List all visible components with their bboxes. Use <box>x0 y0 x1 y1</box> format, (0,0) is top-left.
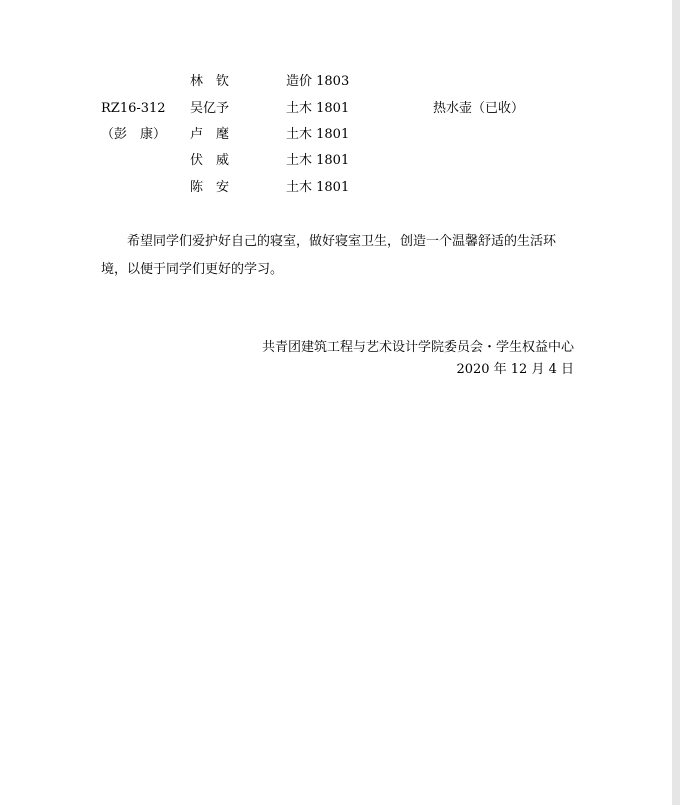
closing-paragraph <box>101 228 581 284</box>
room-leader-note: （彭 康） <box>101 127 167 142</box>
student-name: 伏 威 <box>190 153 230 168</box>
student-name: 陈 安 <box>190 180 230 195</box>
paragraph-line: 希望同学们爱护好自己的寝室，做好寝室卫生，创造一个温馨舒适的生活环 <box>127 234 557 249</box>
signature-organization: 共青团建筑工程与艺术设计学院委员会・学生权益中心 <box>261 340 574 355</box>
student-name: 卢 麾 <box>190 127 230 142</box>
violation-remark: 热水壶（已收） <box>433 101 525 116</box>
room-id: RZ16-312 <box>101 101 166 116</box>
student-class: 土木 1801 <box>286 180 350 195</box>
student-class: 造价 1803 <box>286 74 350 89</box>
viewer-margin <box>672 0 680 805</box>
student-name: 林 钦 <box>190 74 230 89</box>
student-class: 土木 1801 <box>286 127 350 142</box>
paragraph-line: 境，以便于同学们更好的学习。 <box>101 262 284 277</box>
student-name: 吴亿予 <box>190 101 230 116</box>
student-class: 土木 1801 <box>286 153 350 168</box>
student-class: 土木 1801 <box>286 101 350 116</box>
signature-date: 2020 年 12 月 4 日 <box>456 362 574 377</box>
